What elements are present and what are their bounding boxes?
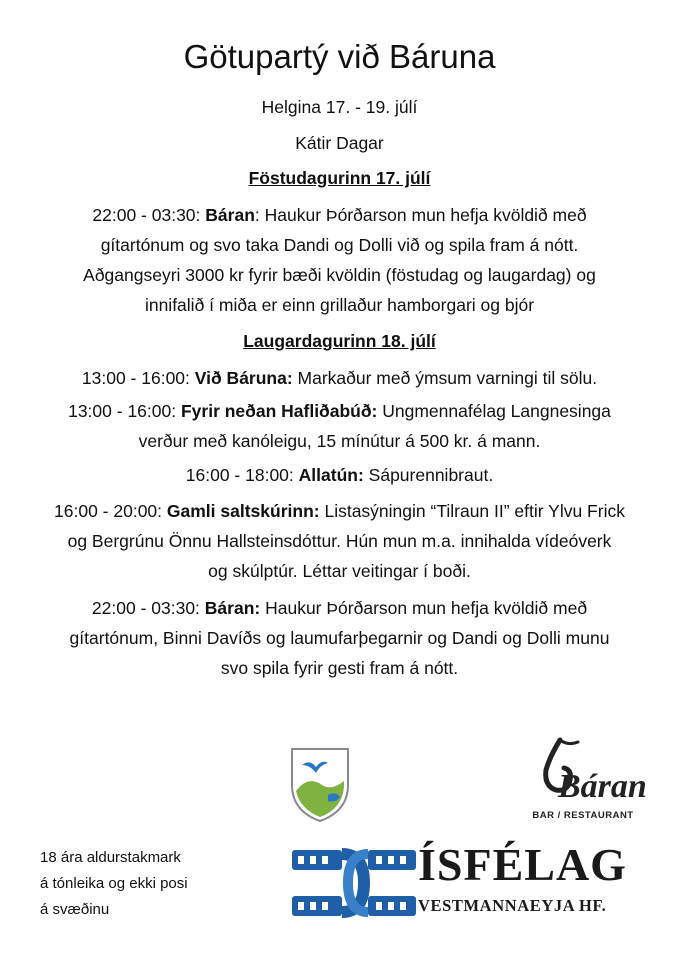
event-dates: Helgina 17. - 19. júlí — [261, 97, 418, 117]
age-limit-note — [40, 845, 270, 923]
item-time: 22:00 - 03:30: — [91, 598, 205, 618]
event-name: Kátir Dagar — [295, 133, 384, 153]
item-place: Við Báruna: — [194, 368, 293, 388]
saturday-heading: Laugardagurinn 18. júlí — [243, 331, 436, 351]
isfelag-logo-text: ÍSFÉLAG — [418, 839, 627, 890]
note-line: 18 ára aldurstakmark — [40, 849, 181, 866]
item-time: 16:00 - 18:00: — [185, 465, 299, 485]
item-place: Allatún: — [298, 465, 364, 485]
note-line: á tónleika og ekki posi — [40, 875, 188, 892]
item-text: Haukur Þórðarson mun hefja kvöldið með — [260, 598, 588, 618]
friday-heading: Föstudagurinn 17. júlí — [248, 168, 431, 188]
item-text: Aðgangseyri 3000 kr fyrir bæði kvöldin (föstudag og laugardag) og — [83, 265, 596, 285]
saturday-item-5 — [20, 593, 659, 683]
page-title: Götupartý við Báruna — [183, 38, 496, 75]
item-place: Báran: — [204, 598, 261, 618]
item-text: : Haukur Þórðarson mun hefja kvöldið með — [254, 205, 587, 225]
baran-logo-text: Báran — [558, 768, 647, 805]
item-time: 13:00 - 16:00: — [81, 368, 195, 388]
item-text: svo spila fyrir gesti fram á nótt. — [220, 658, 459, 678]
item-text: Ungmennafélag Langnesinga — [377, 401, 611, 421]
item-text: Sápurennibraut. — [363, 465, 494, 485]
item-place: Gamli saltskúrinn: — [166, 501, 320, 521]
item-text: Markaður með ýmsum varningi til sölu. — [292, 368, 598, 388]
friday-item — [20, 200, 659, 320]
saturday-item-1 — [20, 363, 659, 393]
baran-logo-subtitle: BAR / RESTAURANT — [532, 810, 634, 821]
isfelag-logo-subtitle: VESTMANNAEYJA HF. — [418, 896, 607, 915]
note-line: á svæðinu — [40, 901, 110, 918]
saturday-item-3 — [20, 460, 659, 490]
item-time: 13:00 - 16:00: — [68, 401, 181, 421]
item-text: innifalið í miða er einn grillaður hamborgari og bjór — [144, 295, 535, 315]
item-place: Fyrir neðan Hafliðabúð: — [180, 401, 378, 421]
item-text: og skúlptúr. Léttar veitingar í boði. — [208, 561, 471, 581]
item-text: gítartónum, Binni Davíðs og laumufarþegarnir og Dandi og Dolli munu — [69, 628, 610, 648]
item-time: 22:00 - 03:30: — [92, 205, 206, 225]
municipality-shield-logo — [288, 745, 352, 823]
item-text: verður með kanóleigu, 15 mínútur á 500 kr. á mann. — [138, 431, 541, 451]
item-text: Listasýningin “Tilraun II” eftir Ylvu Frick — [319, 501, 625, 521]
saturday-item-2 — [20, 396, 659, 456]
item-text: gítartónum og svo taka Dandi og Dolli við og spila fram á nótt. — [100, 235, 579, 255]
item-time: 16:00 - 20:00: — [54, 501, 167, 521]
saturday-item-4 — [20, 496, 659, 586]
item-place: Báran — [205, 205, 255, 225]
item-text: og Bergrúnu Önnu Hallsteinsdóttur. Hún mun m.a. innihalda vídeóverk — [67, 531, 612, 551]
